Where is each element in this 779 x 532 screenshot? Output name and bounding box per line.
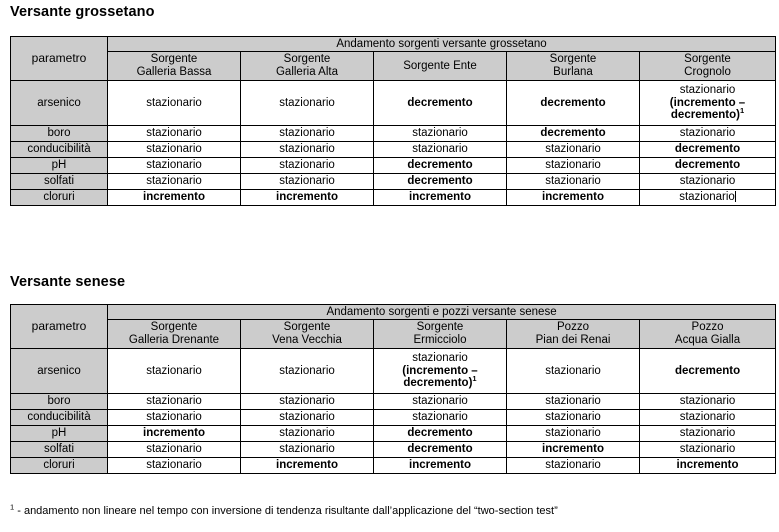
cell-value	[374, 410, 507, 426]
cell-value	[241, 81, 374, 126]
cell-value	[374, 426, 507, 442]
cell-value	[507, 410, 640, 426]
cell-text: stazionario	[146, 411, 202, 424]
header-source-line1: Pozzo	[557, 321, 589, 334]
cell-value	[507, 458, 640, 474]
cell-text: stazionario	[279, 175, 335, 188]
cell-value	[108, 442, 241, 458]
table-row	[11, 158, 776, 174]
cell-text: incremento	[276, 459, 338, 472]
cell-value	[241, 442, 374, 458]
footnote-ref: 1	[739, 106, 745, 116]
cell-text: stazionario	[679, 83, 736, 96]
cell-value	[241, 426, 374, 442]
cell-value	[507, 126, 640, 142]
cell-text: stazionario	[679, 175, 736, 188]
cell-text: decremento	[407, 96, 473, 109]
cell-value	[374, 126, 507, 142]
header-source-line2: Burlana	[553, 66, 593, 78]
header-source-line1: Sorgente	[150, 321, 198, 334]
cell-text: decremento	[407, 159, 473, 172]
cell-value	[108, 126, 241, 142]
cell-value	[108, 142, 241, 158]
cell-value	[241, 174, 374, 190]
cell-text: stazionario	[279, 395, 335, 408]
cell-value	[640, 158, 776, 174]
cell-text: stazionario	[279, 411, 335, 424]
cell-value	[374, 158, 507, 174]
row-label-boro: boro	[11, 126, 108, 142]
cell-text: stazionario	[679, 427, 736, 440]
table-row	[11, 190, 776, 206]
cell-value	[241, 190, 374, 206]
cell-text: stazionario	[146, 96, 202, 109]
cell-text: stazionario	[146, 159, 202, 172]
row-label-solfati: solfati	[11, 442, 108, 458]
row-label-boro: boro	[11, 394, 108, 410]
cell-text: stazionario	[146, 395, 202, 408]
cell-text: incremento	[143, 427, 205, 440]
header-source-line2: Vena Vecchia	[272, 334, 342, 346]
cell-value	[108, 190, 241, 206]
header-source-line1: Sorgente Ente	[403, 59, 477, 72]
footnote	[10, 502, 558, 517]
cell-text: stazionario	[279, 96, 335, 109]
cell-text: stazionario	[679, 395, 736, 408]
cell-value	[640, 442, 776, 458]
header-source-line1: Sorgente	[283, 321, 331, 334]
cell-value	[108, 394, 241, 410]
cell-value	[241, 394, 374, 410]
row-label-ph: pH	[11, 426, 108, 442]
cell-text: incremento	[276, 191, 338, 204]
trend-table-senese	[10, 304, 776, 474]
header-source-2	[241, 320, 374, 349]
cell-value	[374, 190, 507, 206]
header-source-line2: Crognolo	[684, 66, 731, 78]
footnote-text: - andamento non lineare nel tempo con inversione di tendenza risultante dall’applicazione del “two-section test”	[14, 505, 558, 517]
cell-text-extra: decremento)	[403, 377, 473, 390]
cell-value	[374, 458, 507, 474]
header-source-line2: Galleria Bassa	[136, 66, 212, 78]
cell-text: stazionario	[679, 443, 736, 456]
cell-text: stazionario	[679, 127, 736, 140]
cell-value	[640, 81, 776, 126]
cell-text: decremento	[407, 427, 473, 440]
cell-text: stazionario	[545, 411, 601, 424]
cell-text: stazionario	[146, 364, 202, 377]
cell-value	[507, 158, 640, 174]
cell-value	[640, 394, 776, 410]
row-label-conducibilità: conducibilità	[11, 410, 108, 426]
row-label-solfati: solfati	[11, 174, 108, 190]
cell-value	[374, 442, 507, 458]
header-source-line2: Pian dei Renai	[535, 334, 611, 346]
cell-text: stazionario	[146, 459, 202, 472]
cell-text-extra: decremento)	[670, 109, 740, 122]
header-source-line1: Pozzo	[691, 321, 724, 334]
header-columns-senese	[11, 320, 776, 349]
header-source-line2: Galleria Alta	[275, 66, 338, 78]
cell-text: stazionario	[146, 143, 202, 156]
cell-text: incremento	[542, 443, 604, 456]
header-band-grossetano: Andamento sorgenti versante grossetano	[108, 37, 776, 52]
header-source-3	[374, 52, 507, 81]
section-title-senese: Versante senese	[10, 274, 126, 290]
cell-value	[374, 81, 507, 126]
footnote-ref: 1	[472, 374, 477, 384]
table-row	[11, 81, 776, 126]
cell-value	[241, 142, 374, 158]
cell-value	[241, 458, 374, 474]
cell-text: incremento	[409, 459, 471, 472]
header-band-senese: Andamento sorgenti e pozzi versante senese	[108, 305, 776, 320]
cell-text: stazionario	[545, 395, 601, 408]
cell-text: stazionario	[279, 143, 335, 156]
cell-value	[241, 126, 374, 142]
cell-text: incremento	[409, 191, 471, 204]
cell-text: stazionario	[545, 143, 601, 156]
cell-value	[507, 174, 640, 190]
cell-text: stazionario	[146, 443, 202, 456]
cell-text: decremento	[674, 143, 741, 156]
row-label-ph: pH	[11, 158, 108, 174]
cell-text: decremento	[674, 364, 741, 377]
cell-value	[374, 349, 507, 394]
header-source-3	[374, 320, 507, 349]
cell-text: decremento	[540, 96, 606, 109]
cell-value	[507, 190, 640, 206]
cell-text: stazionario	[679, 411, 736, 424]
cell-text: stazionario	[412, 411, 468, 424]
cell-text: stazionario	[545, 159, 601, 172]
cell-value	[374, 142, 507, 158]
cell-text: stazionario	[279, 364, 335, 377]
cell-value	[640, 142, 776, 158]
cell-value	[640, 426, 776, 442]
cell-value	[108, 410, 241, 426]
table-row	[11, 174, 776, 190]
cell-text: stazionario	[545, 427, 601, 440]
table-body-grossetano	[11, 81, 776, 206]
cell-value	[640, 349, 776, 394]
header-source-line2: Ermicciolo	[413, 334, 467, 346]
table-row	[11, 142, 776, 158]
cell-text: stazionario	[412, 143, 468, 156]
section-title-grossetano: Versante grossetano	[10, 4, 155, 20]
text-cursor	[735, 191, 736, 202]
header-source-1	[108, 52, 241, 81]
cell-value	[374, 394, 507, 410]
cell-value	[374, 174, 507, 190]
cell-text: decremento	[674, 159, 741, 172]
row-label-cloruri: cloruri	[11, 458, 108, 474]
header-parametro: parametro	[11, 37, 108, 81]
cell-text: stazionario	[279, 427, 335, 440]
cell-text: stazionario	[679, 191, 735, 204]
header-source-4	[507, 52, 640, 81]
cell-text: decremento	[540, 127, 606, 140]
cell-text: incremento	[676, 459, 739, 472]
cell-value	[507, 349, 640, 394]
cell-text: stazionario	[412, 395, 468, 408]
cell-text: decremento	[407, 443, 473, 456]
cell-value	[640, 410, 776, 426]
cell-value	[640, 126, 776, 142]
trend-table-grossetano	[10, 36, 776, 206]
cell-text: stazionario	[412, 127, 468, 140]
cell-value	[241, 158, 374, 174]
cell-value	[108, 174, 241, 190]
cell-value	[241, 410, 374, 426]
header-source-2	[241, 52, 374, 81]
header-source-4	[507, 320, 640, 349]
cell-value	[507, 426, 640, 442]
header-source-line1: Sorgente	[416, 321, 464, 334]
header-source-line2: Acqua Gialla	[674, 334, 741, 346]
table-row	[11, 442, 776, 458]
table-header-senese	[11, 305, 776, 349]
header-source-line1: Sorgente	[549, 53, 597, 66]
header-source-5	[640, 320, 776, 349]
cell-value	[507, 142, 640, 158]
cell-value	[108, 158, 241, 174]
cell-value	[108, 458, 241, 474]
header-parametro: parametro	[11, 305, 108, 349]
cell-value	[241, 349, 374, 394]
cell-value	[108, 81, 241, 126]
cell-text: stazionario	[146, 127, 202, 140]
footnote-marker: 1	[10, 502, 15, 512]
cell-text: stazionario	[545, 175, 601, 188]
cell-text: stazionario	[545, 459, 601, 472]
cell-text: stazionario	[279, 159, 335, 172]
row-label-arsenico: arsenico	[11, 349, 108, 394]
header-source-line1: Sorgente	[684, 53, 731, 66]
cell-value	[640, 458, 776, 474]
header-source-5	[640, 52, 776, 81]
cell-text: stazionario	[279, 443, 335, 456]
table-row	[11, 458, 776, 474]
cell-value	[507, 81, 640, 126]
header-source-line2: Galleria Drenante	[128, 334, 220, 346]
cell-value	[640, 190, 776, 206]
cell-text: stazionario	[146, 175, 202, 188]
table-row	[11, 394, 776, 410]
table-row	[11, 426, 776, 442]
table-row	[11, 349, 776, 394]
row-label-cloruri: cloruri	[11, 190, 108, 206]
table-body-senese	[11, 349, 776, 474]
table-header-grossetano	[11, 37, 776, 81]
cell-text-extra: (incremento –	[402, 364, 478, 377]
cell-text: incremento	[143, 191, 205, 204]
cell-value	[507, 394, 640, 410]
cell-text-extra: (incremento –	[669, 96, 746, 109]
table-row	[11, 126, 776, 142]
header-columns-grossetano	[11, 52, 776, 81]
header-source-1	[108, 320, 241, 349]
cell-value	[108, 349, 241, 394]
header-source-line1: Sorgente	[283, 53, 331, 66]
cell-text: incremento	[542, 191, 604, 204]
cell-value	[640, 174, 776, 190]
cell-value	[507, 442, 640, 458]
cell-text: stazionario	[279, 127, 335, 140]
row-label-conducibilità: conducibilità	[11, 142, 108, 158]
table-row	[11, 410, 776, 426]
cell-text: stazionario	[412, 351, 468, 364]
header-source-line1: Sorgente	[150, 53, 198, 66]
cell-value	[108, 426, 241, 442]
cell-text: stazionario	[545, 364, 601, 377]
cell-text: decremento	[407, 175, 473, 188]
row-label-arsenico: arsenico	[11, 81, 108, 126]
